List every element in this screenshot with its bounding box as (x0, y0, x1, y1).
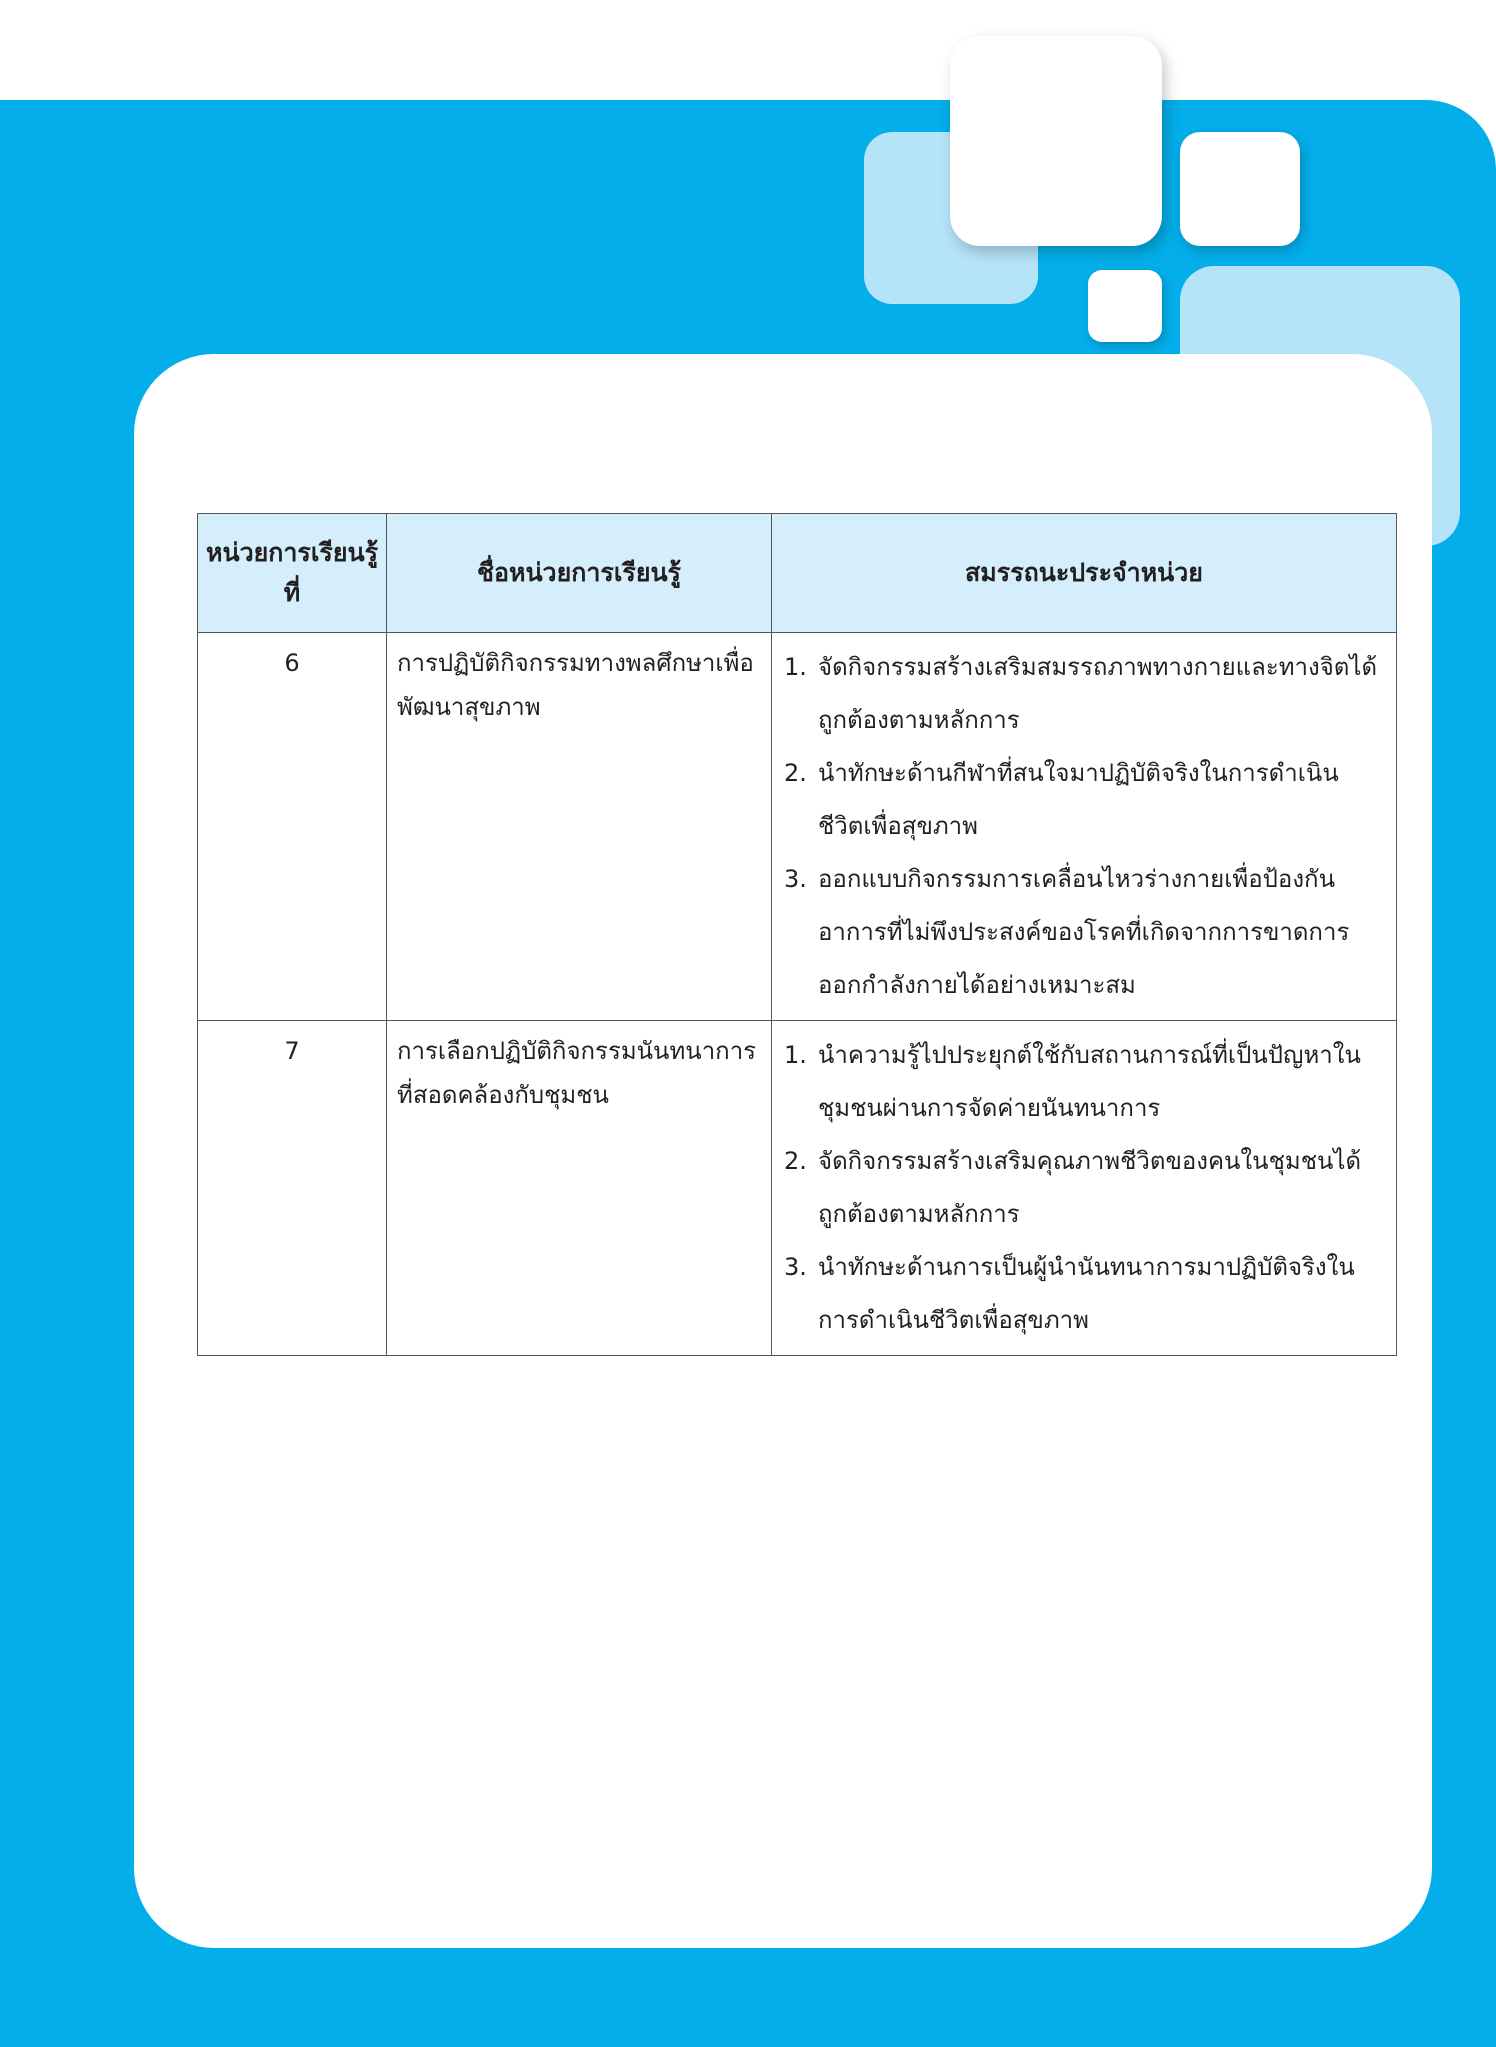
competency-index: 1. (784, 653, 807, 681)
competency-item (784, 1241, 1384, 1347)
competency-item (784, 853, 1384, 1012)
competencies-cell (772, 633, 1397, 1021)
unit-number-cell: 7 (198, 1021, 387, 1356)
competency-text: จัดกิจกรรมสร้างเสริมสมรรถภาพทางกายและทางจิตได้ถูกต้องตามหลักการ (818, 653, 1378, 734)
decorative-square-white-tiny (1088, 270, 1162, 342)
table-row (198, 1021, 1397, 1356)
competency-list (784, 641, 1384, 1012)
decorative-square-white-large (950, 36, 1162, 246)
table-row (198, 633, 1397, 1021)
competency-index: 3. (784, 1253, 807, 1281)
competency-text: จัดกิจกรรมสร้างเสริมคุณภาพชีวิตของคนในชุมชนได้ถูกต้องตามหลักการ (818, 1147, 1362, 1228)
competency-text: ออกแบบกิจกรรมการเคลื่อนไหวร่างกายเพื่อป้องกันอาการที่ไม่พึงประสงค์ของโรคที่เกิดจากการขาดการออกกำลังกายได้อย่างเหมาะสม (818, 865, 1350, 999)
competency-index: 2. (784, 1147, 807, 1175)
table-header-row (198, 514, 1397, 633)
header-competencies: สมรรถนะประจำหน่วย (772, 514, 1397, 633)
competency-text: นำความรู้ไปประยุกต์ใช้กับสถานการณ์ที่เป็นปัญหาในชุมชนผ่านการจัดค่ายนันทนาการ (818, 1041, 1361, 1122)
competency-list (784, 1029, 1384, 1347)
competency-item (784, 641, 1384, 747)
competency-index: 1. (784, 1041, 807, 1069)
competency-index: 2. (784, 759, 807, 787)
competency-item (784, 1135, 1384, 1241)
competency-text: นำทักษะด้านกีฬาที่สนใจมาปฏิบัติจริงในการดำเนินชีวิตเพื่อสุขภาพ (818, 759, 1339, 840)
competency-item (784, 1029, 1384, 1135)
learning-units-table (197, 513, 1397, 1356)
decorative-square-white-small (1180, 132, 1300, 246)
competency-text: นำทักษะด้านการเป็นผู้นำนันทนาการมาปฏิบัติจริงในการดำเนินชีวิตเพื่อสุขภาพ (818, 1253, 1355, 1334)
content-card (134, 354, 1432, 1948)
header-unit-name: ชื่อหน่วยการเรียนรู้ (387, 514, 772, 633)
unit-name-cell: การเลือกปฏิบัติกิจกรรมนันทนาการที่สอดคล้องกับชุมชน (387, 1021, 772, 1356)
unit-number-cell: 6 (198, 633, 387, 1021)
competency-item (784, 747, 1384, 853)
unit-name-cell: การปฏิบัติกิจกรรมทางพลศึกษาเพื่อพัฒนาสุขภาพ (387, 633, 772, 1021)
header-unit-number: หน่วยการเรียนรู้ที่ (198, 514, 387, 633)
competencies-cell (772, 1021, 1397, 1356)
competency-index: 3. (784, 865, 807, 893)
